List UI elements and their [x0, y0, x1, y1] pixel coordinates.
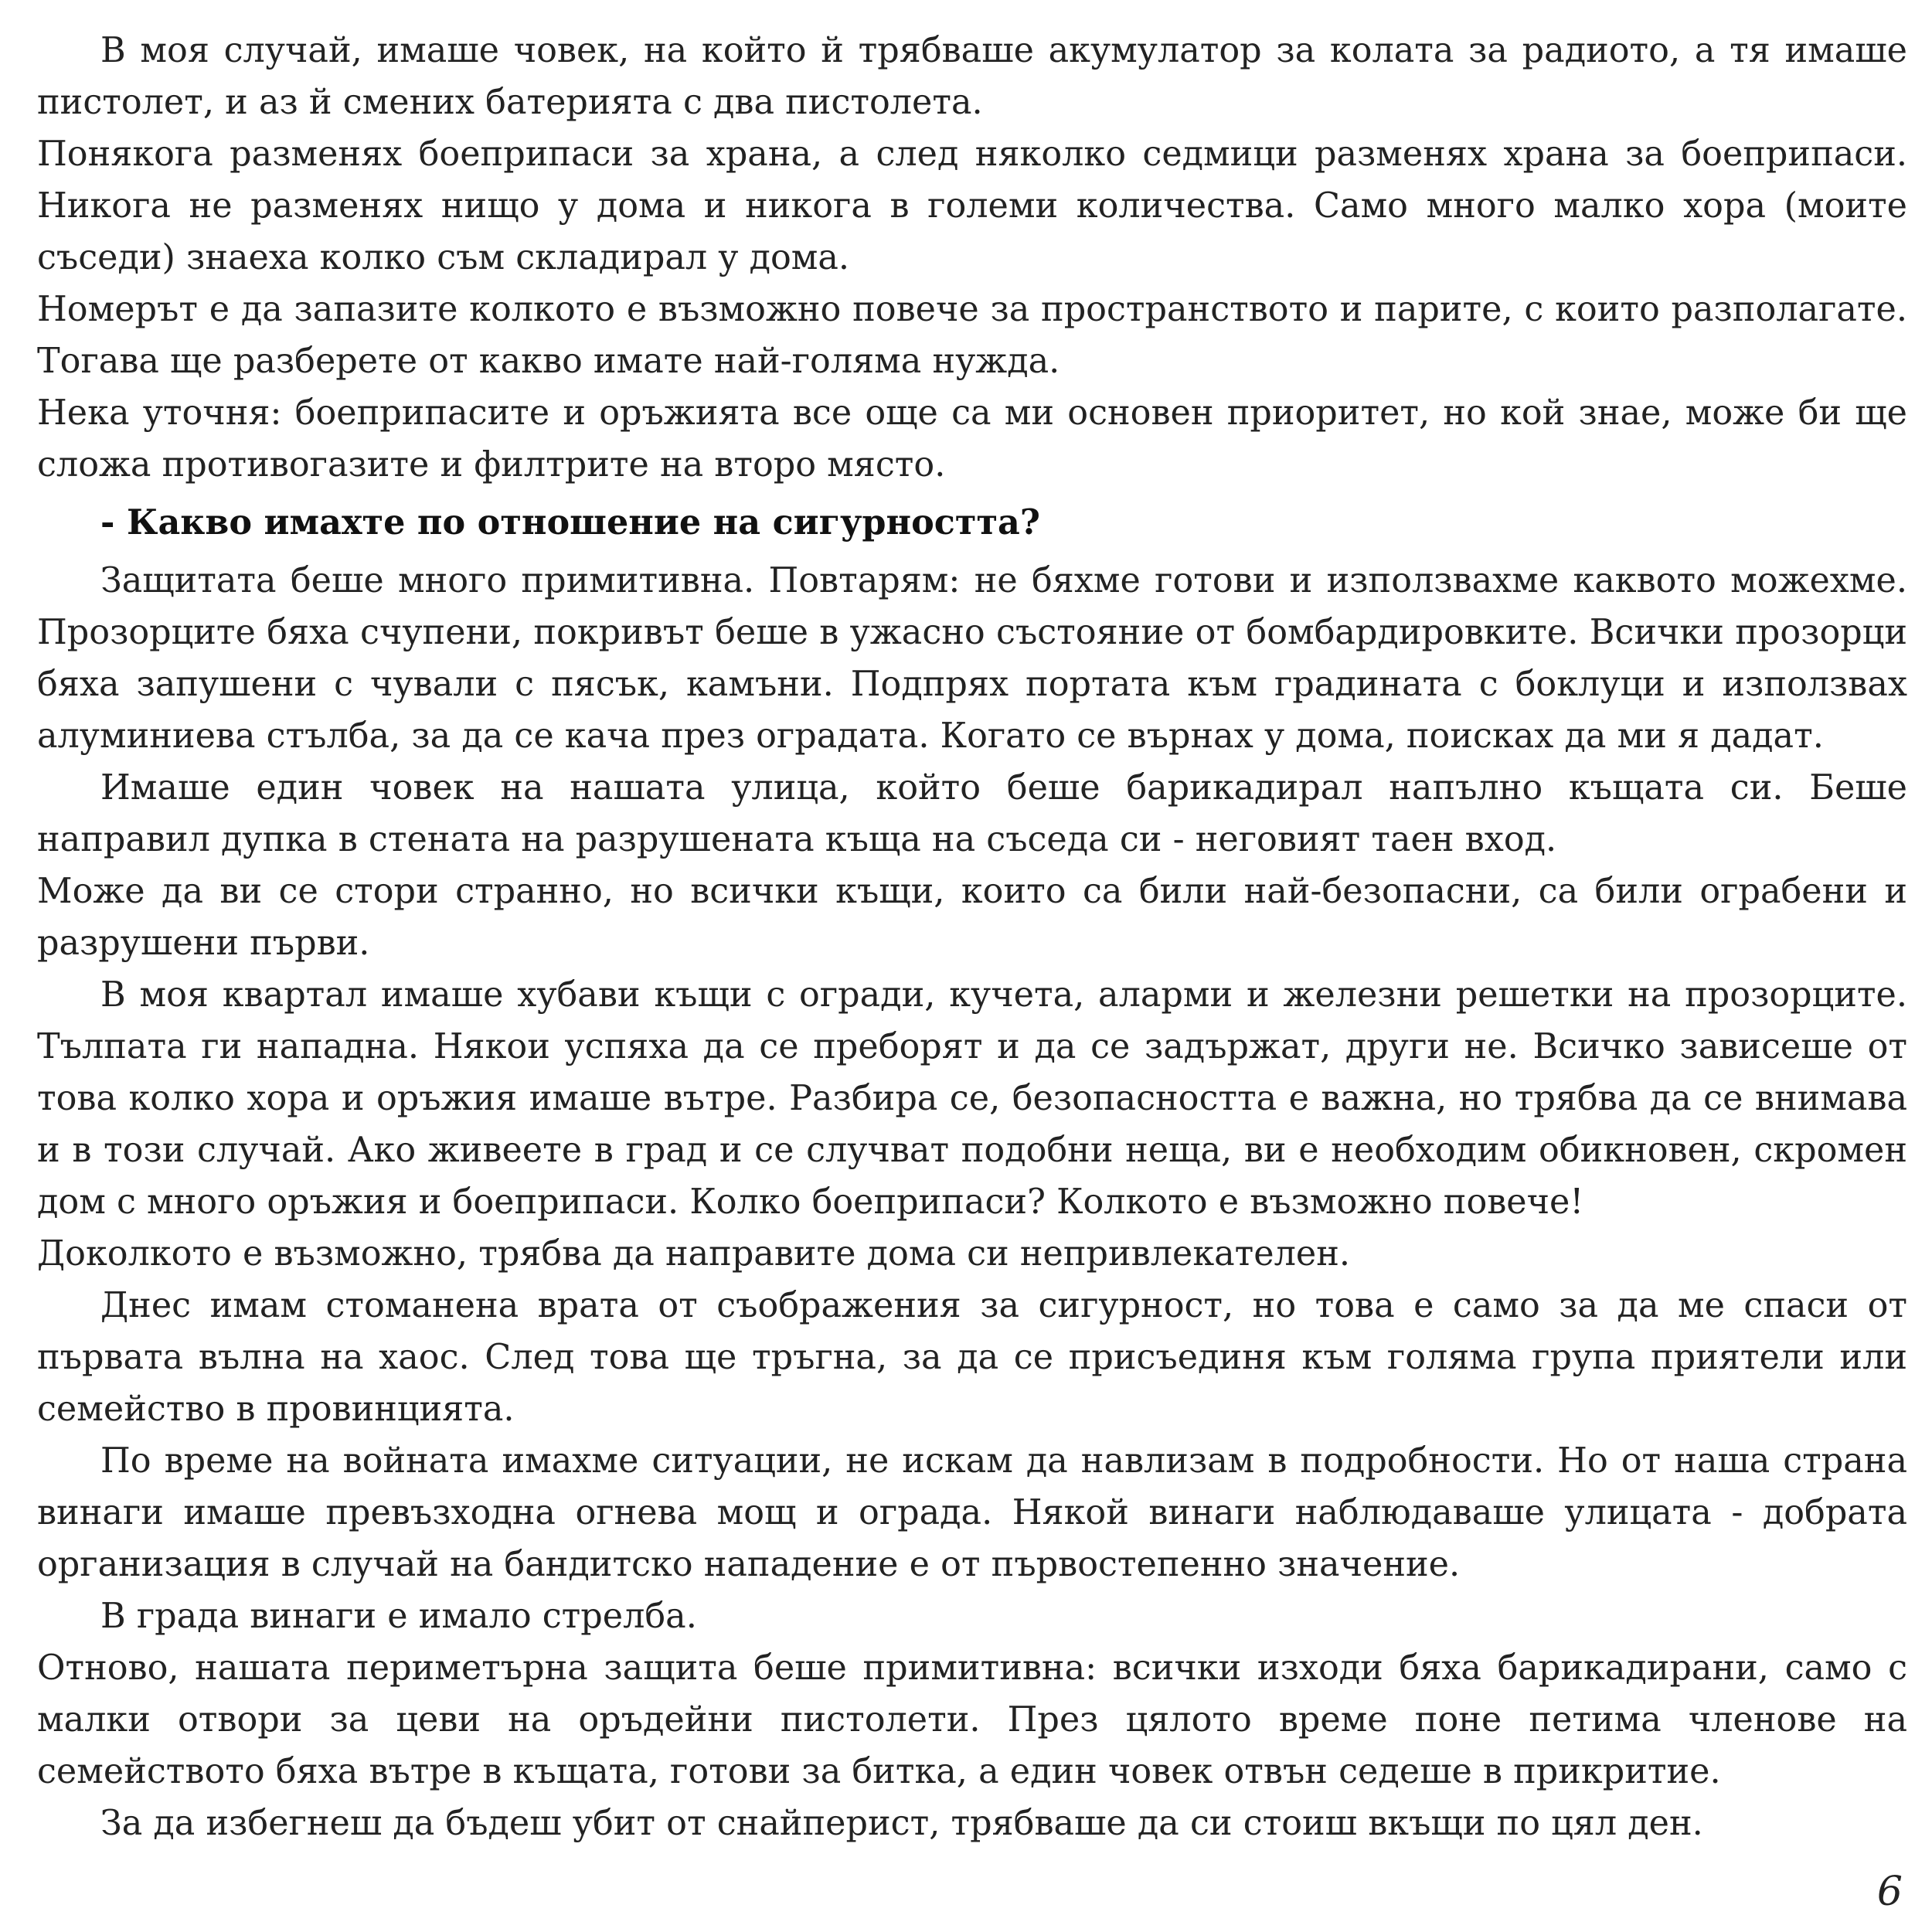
page-number: 6 — [1876, 1869, 1903, 1915]
paragraph: В моя случай, имаше човек, на който й трябваше акумулатор за колата за радиото, а тя имаше пистолет, и аз й смених батерията с два пистолета. — [37, 31, 1907, 122]
paragraph: Нека уточня: боеприпасите и оръжията все още са ми основен приоритет, но кой знае, може би ще сложа противогазите и филтрите на второ място. — [37, 393, 1907, 485]
paragraph: Отново, нашата периметърна защита беше примитивна: всички изходи бяха барикадирани, само с малки отвори за цеви на оръдейни пистолети. През цялото време поне петима членове на семейството бяха вътре в къщата, готови за битка, а един човек отвън седеше в прикритие. — [37, 1648, 1907, 1791]
paragraph: Доколкото е възможно, трябва да направите дома си непривлекателен. — [37, 1234, 1351, 1274]
paragraph: За да избегнеш да бъдеш убит от снайперист, трябваше да си стоиш вкъщи по цял ден. — [100, 1804, 1703, 1843]
paragraph: Понякога разменях боеприпаси за храна, а след няколко седмици разменях храна за боеприпаси. Никога не разменях нищо у дома и никога в големи количества. Само много малко хора (моите съседи) знаеха колко съм складирал у дома. — [37, 134, 1907, 277]
paragraph: Номерът е да запазите колкото е възможно повече за пространството и парите, с които разполагате. Тогава ще разберете от какво имате най-голяма нужда. — [37, 290, 1907, 381]
section-question-heading: - Какво имахте по отношение на сигурността? — [100, 502, 1040, 543]
document-page — [37, 25, 1907, 1879]
paragraph: Може да ви се стори странно, но всички къщи, които са били най-безопасни, са били ограбени и разрушени първи. — [37, 872, 1907, 963]
paragraph: По време на войната имахме ситуации, не искам да навлизам в подробности. Но от наша страна винаги имаше превъзходна огнева мощ и ограда. Някой винаги наблюдаваше улицата - добрата организация в случай на бандитско нападение е от първостепенно значение. — [37, 1441, 1907, 1584]
paragraph: Днес имам стоманена врата от съображения за сигурност, но това е само за да ме спаси от първата вълна на хаос. След това ще тръгна, за да се присъединя към голяма група приятели или семейство в провинцията. — [37, 1286, 1907, 1429]
paragraph: В моя квартал имаше хубави къщи с огради, кучета, аларми и железни решетки на прозорците. Тълпата ги нападна. Някои успяха да се преборят и да се задържат, други не. Всичко зависеше от това колко хора и оръжия имаше вътре. Разбира се, безопасността е важна, но трябва да се внимава и в този случай. Ако живеете в град и се случват подобни неща, ви е необходим обикновен, скромен дом с много оръжия и боеприпаси. Колко боеприпаси? Колкото е възможно повече! — [37, 975, 1907, 1222]
paragraph: Имаше един човек на нашата улица, който беше барикадирал напълно къщата си. Беше направил дупка в стената на разрушената къща на съседа си - неговият таен вход. — [37, 768, 1907, 859]
paragraph: В града винаги е имало стрелба. — [100, 1597, 697, 1636]
paragraph: Защитата беше много примитивна. Повтарям: не бяхме готови и използвахме каквото можехме. Прозорците бяха счупени, покривът беше в ужасно състояние от бомбардировките. Всички прозорци бяха запушени с чували с пясък, камъни. Подпрях портата към градината с боклуци и използвах алуминиева стълба, за да се кача през оградата. Когато се върнах у дома, поисках да ми я дадат. — [37, 561, 1907, 756]
